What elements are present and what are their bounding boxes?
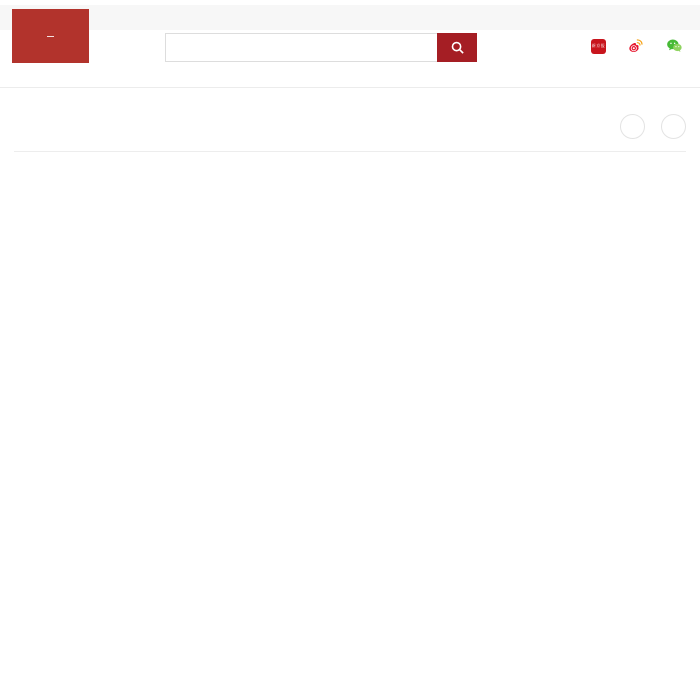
site-header	[0, 0, 700, 70]
font-decrease-button[interactable]	[620, 114, 645, 139]
search-button[interactable]	[437, 33, 477, 62]
meta-divider	[14, 151, 686, 152]
search-box	[165, 33, 437, 62]
main-nav	[0, 70, 700, 88]
wechat-link[interactable]	[666, 38, 688, 54]
font-increase-button[interactable]	[661, 114, 686, 139]
search-input[interactable]	[166, 34, 437, 61]
wechat-icon	[666, 38, 683, 54]
logo-title	[47, 33, 54, 37]
bjnews-app-icon: 新京报	[591, 39, 606, 54]
bjnews-logo[interactable]	[12, 9, 89, 63]
weibo-link[interactable]	[628, 38, 649, 54]
search-icon	[450, 40, 465, 55]
social-links	[591, 38, 688, 54]
weibo-icon	[628, 38, 644, 54]
app-client-link[interactable]	[591, 39, 611, 54]
topbar	[0, 5, 700, 30]
article-page	[0, 101, 700, 152]
font-size-controls	[620, 114, 686, 139]
article-meta	[14, 114, 686, 139]
